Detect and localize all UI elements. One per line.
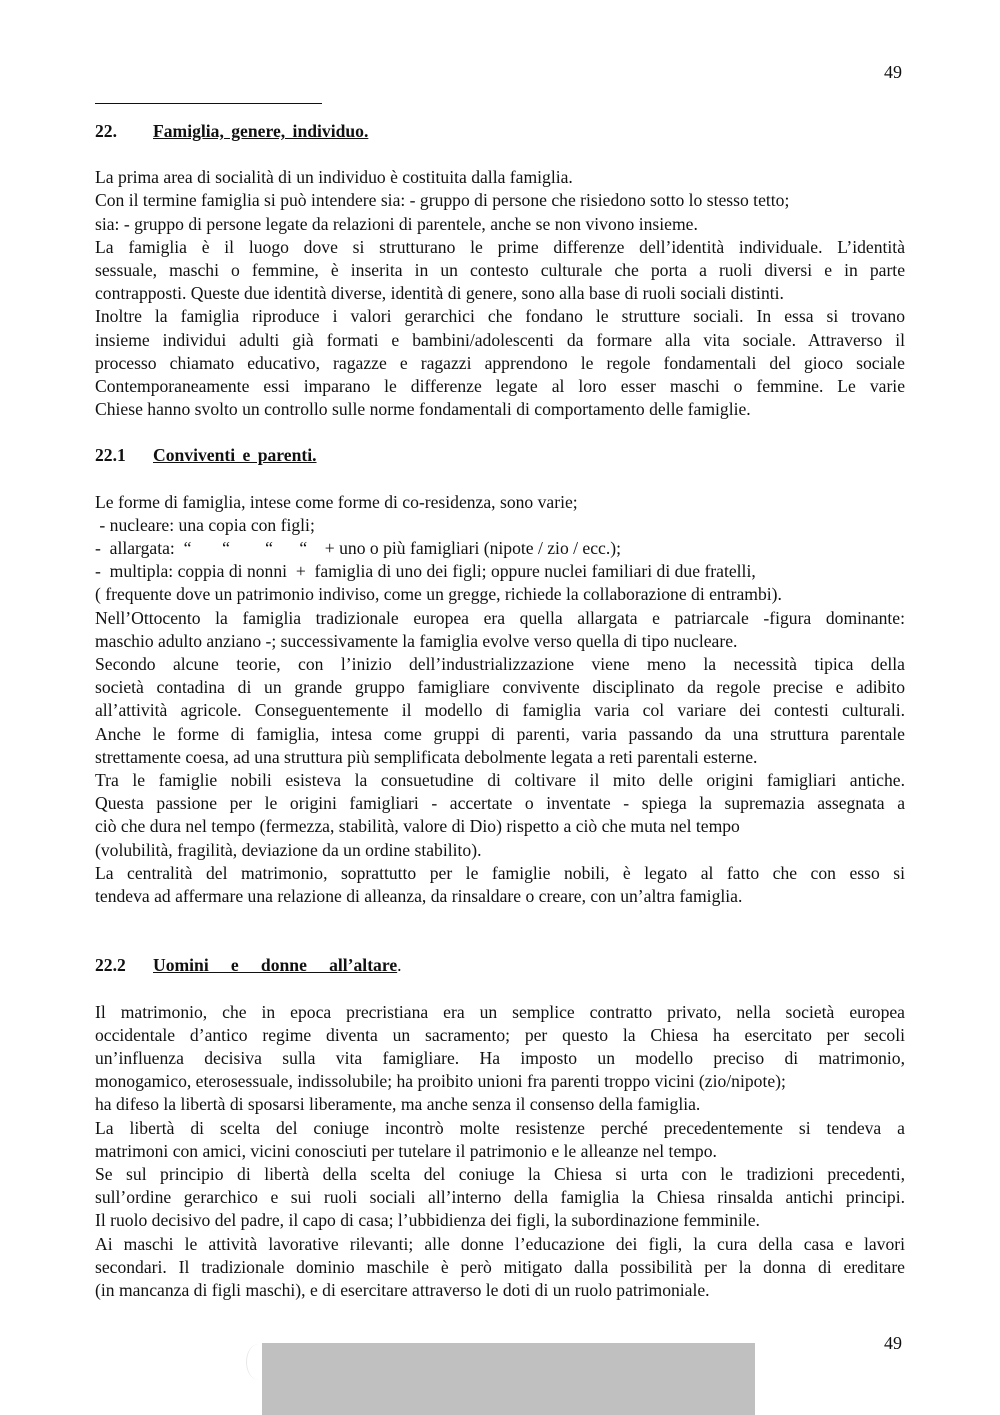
section-number: 22. <box>95 121 117 141</box>
document-body <box>95 120 905 1302</box>
page-number-bottom: 49 <box>884 1333 902 1353</box>
section-heading-22-1 <box>95 444 905 467</box>
paragraph-line: sia: - gruppo di persone legate da relazioni di parentele, anche se non vivono insieme. <box>95 213 698 234</box>
paragraph-line: insieme individui adulti già formati e bambini/adolescenti da formare alla vita sociale. Attraverso il <box>95 329 905 350</box>
footer-gray-bar <box>262 1343 755 1415</box>
paragraph-line: Le forme di famiglia, intese come forme di co-residenza, sono varie; <box>95 491 578 512</box>
footnote-separator-rule <box>95 103 322 104</box>
list-item: - allargata: “ “ “ “ + uno o più famigliari (nipote / zio / ecc.); <box>95 538 621 559</box>
section-title: Conviventi e parenti. <box>153 445 317 466</box>
paragraph-line: Questa passione per le origini famigliari - accertate o inventate - spiega la supremazia assegnata a <box>95 793 905 814</box>
paragraph-line: Il matrimonio, che in epoca precristiana era un semplice contratto privato, nella società europea <box>95 1001 905 1022</box>
paragraph-line: Ai maschi le attività lavorative rilevanti; alle donne l’educazione dei figli, la cura della casa e lavori <box>95 1233 905 1254</box>
paragraph-line: La libertà di scelta del coniuge incontrò molte resistenze perché precedentemente si tendeva a <box>95 1117 905 1138</box>
paragraph-line: all’attività agricole. Conseguentemente il modello di famiglia varia col variare dei contesti culturali. <box>95 700 905 721</box>
paragraph-line: sessuale, maschi o femmine, è inserita in un contesto culturale che porta a ruoli diversi e in parte <box>95 260 905 281</box>
paragraph-line: processo chiamato educativo, ragazze e ragazzi apprendono le regole fondamentali del gioco sociale <box>95 352 905 373</box>
paragraph-line: La centralità del matrimonio, soprattutto per le famiglie nobili, è legato al fatto che con esso si <box>95 862 905 883</box>
paragraph-line: La prima area di socialità di un individuo è costituita dalla famiglia. <box>95 167 573 188</box>
paragraph-line: Anche le forme di famiglia, intesa come gruppi di parenti, varia passando da una struttura parentale <box>95 723 905 744</box>
paragraph-line: ciò che dura nel tempo (fermezza, stabilità, valore di Dio) rispetto a ciò che muta nel tempo <box>95 816 740 837</box>
paragraph-line: Secondo alcune teorie, con l’inizio dell’industrializzazione viene meno la necessità tipica della <box>95 654 905 675</box>
section-heading-22 <box>95 120 905 143</box>
paragraph-line: maschio adulto anziano -; successivamente la famiglia evolve verso quella di tipo nucleare. <box>95 630 738 651</box>
paragraph-line: Tra le famiglie nobili esisteva la consuetudine di coltivare il mito delle origini famigliari antiche. <box>95 770 905 791</box>
paragraph-line: Il ruolo decisivo del padre, il capo di casa; l’ubbidienza dei figli, la subordinazione femminile. <box>95 1210 760 1231</box>
list-item: - nucleare: una copia con figli; <box>95 514 315 535</box>
paragraph-line: Chiese hanno svolto un controllo sulle norme fondamentali di comportamento delle famiglie. <box>95 399 751 420</box>
paragraph-line: Con il termine famiglia si può intendere sia: - gruppo di persone che risiedono sotto lo stesso tetto; <box>95 190 790 211</box>
paragraph-line: ( frequente dove un patrimonio indiviso, come un gregge, richiede la collaborazione di entrambi). <box>95 584 782 605</box>
paragraph-line: Contemporaneamente essi imparano le differenze legate al loro esser maschi o femmine. Le varie <box>95 376 905 397</box>
paragraph-line: strettamente coesa, ad una struttura più semplificata debolmente legata a reti parentali esterne. <box>95 746 758 767</box>
paragraph-line: società contadina di un grande gruppo famigliare convivente disciplinato da regole precise e adibito <box>95 677 905 698</box>
paragraph-line: matrimoni con amici, vicini conosciuti per tutelare il patrimonio e le alleanze nel tempo. <box>95 1140 717 1161</box>
section-heading-22-2: 22.2 Uomini e donne all’altare. <box>95 954 905 977</box>
section-title: Famiglia, genere, individuo. <box>153 121 369 141</box>
paragraph-line: La famiglia è il luogo dove si strutturano le prime differenze dell’identità individuale. L’identità <box>95 236 905 257</box>
paragraph-line: Se sul principio di libertà della scelta del coniuge la Chiesa si urta con le tradizioni precedenti, <box>95 1163 905 1184</box>
paragraph-line: (in mancanza di figli maschi), e di esercitare attraverso le doti di un ruolo patrimoniale. <box>95 1279 710 1300</box>
list-item: - multipla: coppia di nonni + famiglia di uno dei figli; oppure nuclei familiari di due fratelli, <box>95 561 756 582</box>
paragraph-line: ha difeso la libertà di sposarsi liberamente, ma anche senza il consenso della famiglia. <box>95 1094 701 1115</box>
paragraph-line: occidentale d’antico regime diventa un sacramento; per questo la Chiesa ha esercitato per secoli <box>95 1024 905 1045</box>
paragraph-line: tendeva ad affermare una relazione di alleanza, da rinsaldare o creare, con un’altra famiglia. <box>95 886 743 907</box>
paragraph-line: (volubilità, fragilità, deviazione da un ordine stabilito). <box>95 839 482 860</box>
paragraph-line: secondari. Il tradizionale dominio maschile è però mitigato dalla possibilità per la donna di ereditare <box>95 1256 905 1277</box>
paragraph-line: Inoltre la famiglia riproduce i valori gerarchici che fondano le strutture sociali. In essa si trovano <box>95 306 905 327</box>
paragraph-line: monogamico, eterosessuale, indissolubile; ha proibito unioni fra parenti troppo vicini (zio/nipote); <box>95 1071 786 1092</box>
section-number: 22.1 <box>95 445 126 466</box>
paragraph-line: contrapposti. Queste due identità diverse, identità di genere, sono alla base di ruoli sociali distinti. <box>95 283 784 304</box>
section-number: 22.2 <box>95 955 126 976</box>
page-number-top: 49 <box>884 62 902 82</box>
paragraph-line: Nell’Ottocento la famiglia tradizionale europea era quella allargata e patriarcale -figura dominante: <box>95 607 905 628</box>
paragraph-line: un’influenza decisiva sulla vita famigliare. Ha imposto un modello preciso di matrimonio, <box>95 1047 905 1068</box>
paragraph-line: sull’ordine gerarchico e sui ruoli sociali all’interno della famiglia la Chiesa rinsalda antichi principi. <box>95 1187 905 1208</box>
section-title: Uomini e donne all’altare <box>153 955 398 976</box>
